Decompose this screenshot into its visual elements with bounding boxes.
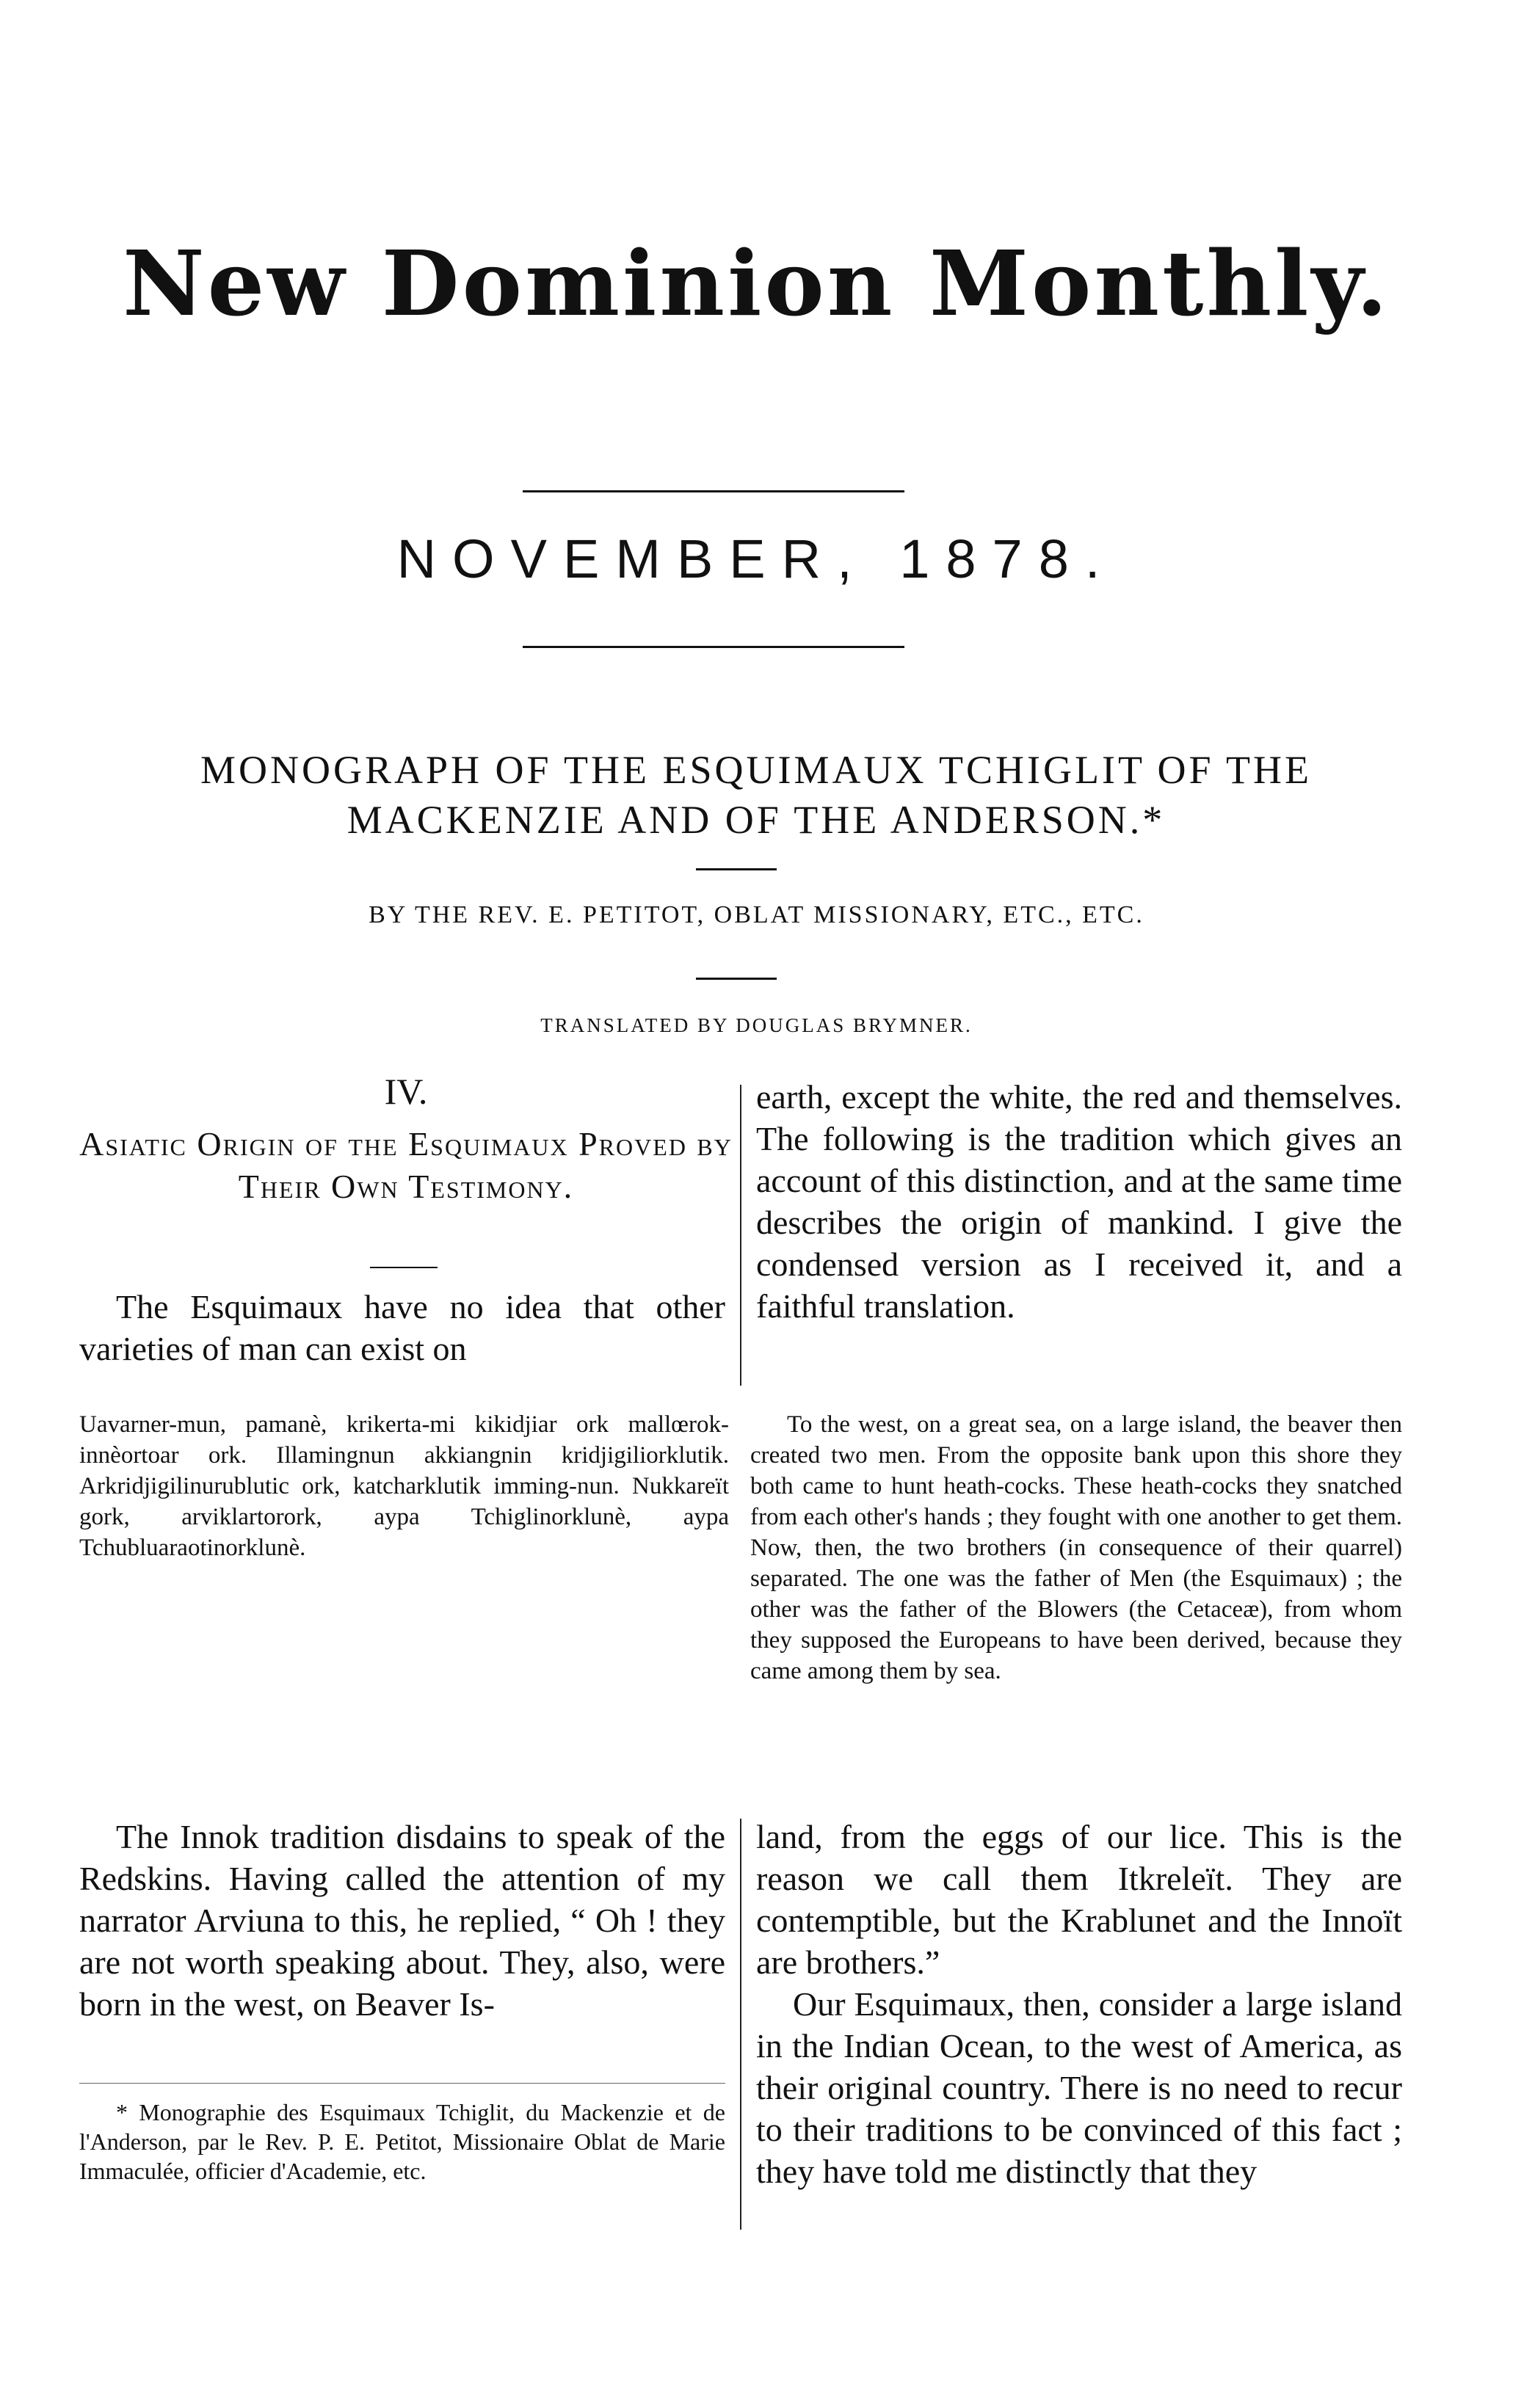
- esquimaux-original-text: Uavarner-mun, pamanè, krikerta-mi kikidjiar ork mallœrok-innèortoar ork. Illamingnun akkiangnin kridjigiliorklutik. Arkridjigilinurublutic ork, katcharklutik imming-nun. Nukkareït gork, arviklartorork, aypa Tchiglinorklunè, aypa Tchubluaraotinorklunè.: [79, 1411, 729, 1561]
- english-translation-text: To the west, on a great sea, on a large island, the beaver then created two men. From the opposite bank upon this shore they both came to hunt heath-cocks. These heath-cocks they snatched from each other's hands ; they fought with one another to get them. Now, then, the two brothers (in consequence of their quarrel) separated. The one was the father of Men (the Esquimaux) ; the other was the father of the Blowers (the Cetaceæ), from whom they supposed the Europeans to have been derived, because they came among them by sea.: [750, 1411, 1402, 1684]
- section-numeral: IV.: [384, 1071, 428, 1112]
- left-column-bottom-text: The Innok tradition disdains to speak of the Redskins. Having called the attention of my narrator Arviuna to this, he replied, “ Oh ! they are not worth speaking about. They, also, were born in the west, on Beaver Is-: [79, 1818, 725, 2023]
- section-heading: Asiatic Origin of the Esquimaux Proved by Their Own Testimony.: [79, 1125, 733, 1205]
- rule-below-byline: [696, 978, 777, 980]
- right-column-bottom-paragraph-2: Our Esquimaux, then, consider a large island in the Indian Ocean, to the west of America, as their original country. There is no need to recur to their traditions to be convinced of this fact ; they have told me distinctly that they: [756, 1985, 1402, 2190]
- rule-below-title: [696, 868, 777, 870]
- footnote-separator: [79, 2083, 725, 2084]
- masthead-title: New Dominion Monthly.: [123, 230, 1390, 336]
- rule-above-date: [523, 490, 904, 492]
- left-column-opening-text: The Esquimaux have no idea that other varieties of man can exist on: [79, 1288, 725, 1367]
- column-divider-top: [740, 1085, 741, 1386]
- column-divider-bottom: [740, 1819, 741, 2230]
- article-title: MONOGRAPH OF THE ESQUIMAUX TCHIGLIT OF THE MACKENZIE AND OF THE ANDERSON.*: [200, 748, 1313, 842]
- issue-date: NOVEMBER, 1878.: [396, 528, 1117, 589]
- rule-below-date: [523, 646, 904, 648]
- footnote-text: * Monographie des Esquimaux Tchiglit, du Mackenzie et de l'Anderson, par le Rev. P. E. Petitot, Missionaire Oblat de Marie Immaculée, officier d'Academie, etc.: [79, 2099, 725, 2184]
- right-column-bottom-paragraph-1: land, from the eggs of our lice. This is the reason we call them Itkreleït. They are contemptible, but the Krablunet and the Innoït are brothers.”: [756, 1818, 1402, 1981]
- right-column-top-text: earth, except the white, the red and themselves. The following is the tradition which gives an account of this distinction, and at the same time describes the origin of mankind. I give the condensed version as I received it, and a faithful translation.: [756, 1078, 1402, 1325]
- article-byline: BY THE REV. E. PETITOT, OBLAT MISSIONARY, ETC., ETC.: [369, 901, 1144, 928]
- rule-below-section-heading: [370, 1267, 438, 1268]
- article-translator: TRANSLATED BY DOUGLAS BRYMNER.: [540, 1014, 973, 1036]
